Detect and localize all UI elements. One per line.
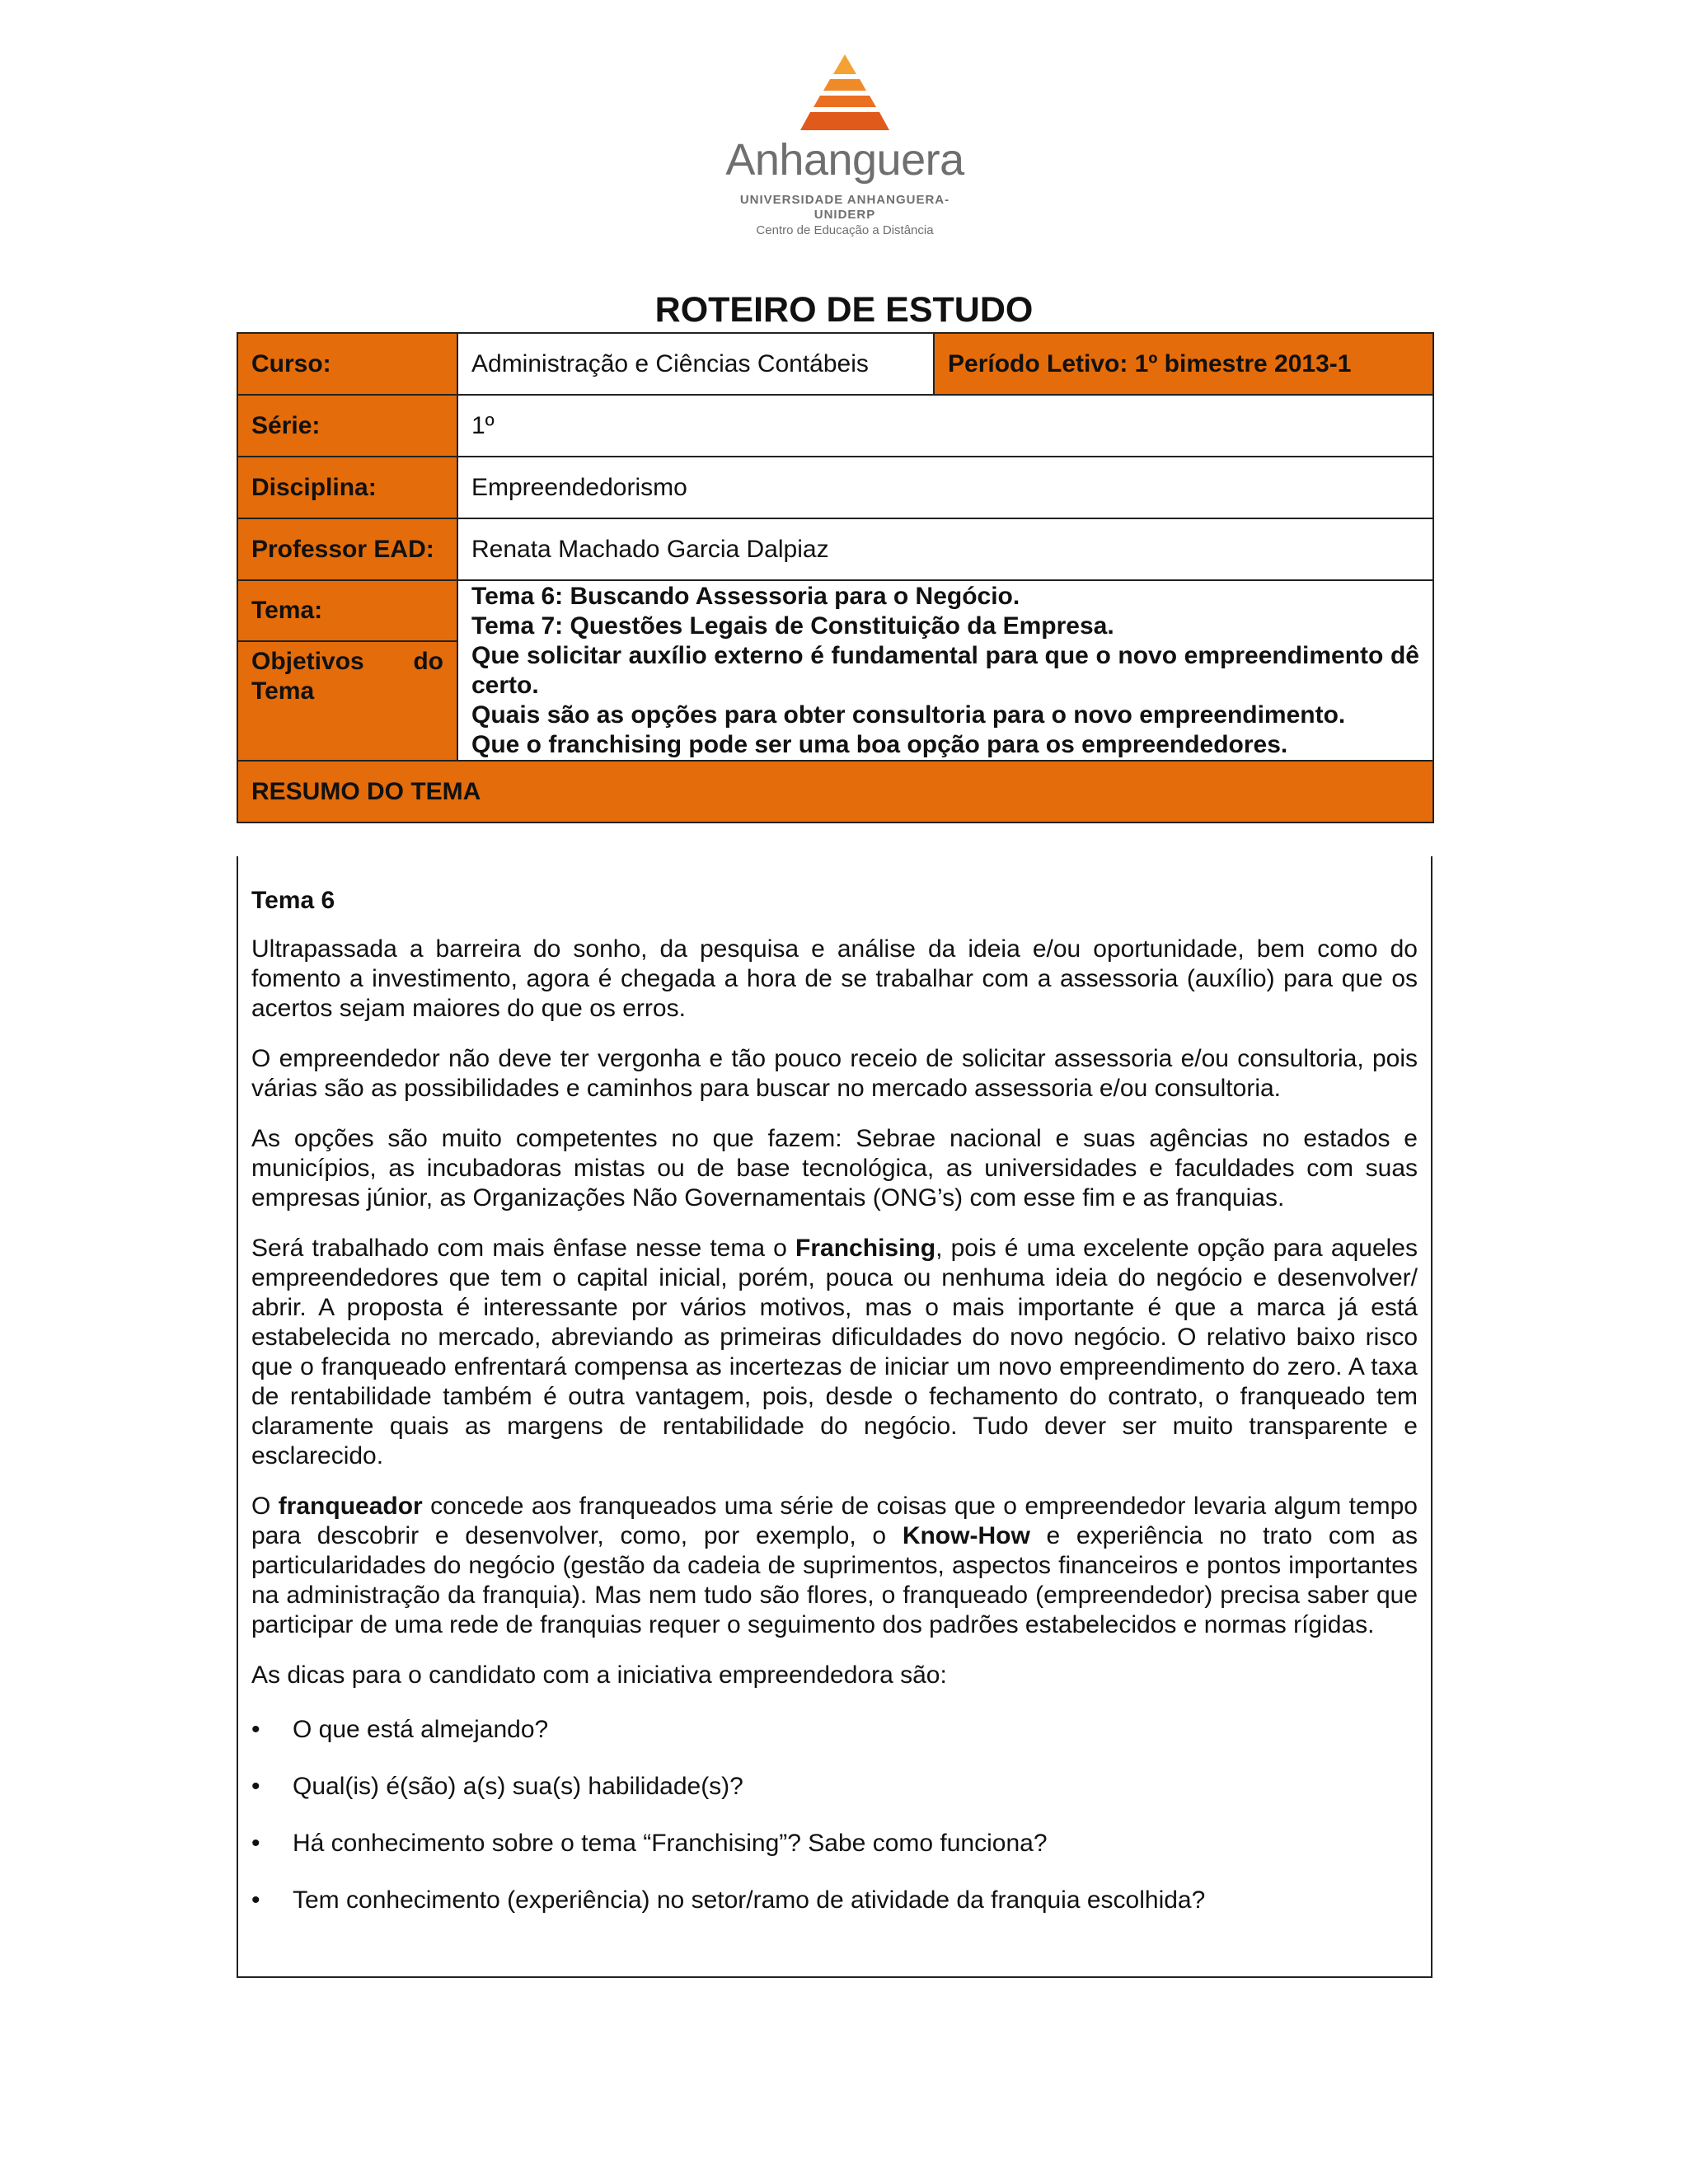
row-serie <box>237 395 1433 457</box>
text-run: Será trabalhado com mais ênfase nesse tema o <box>251 1235 796 1262</box>
summary-box <box>237 856 1432 1978</box>
paragraph: As dicas para o candidato com a iniciativa empreendedora são: <box>251 1661 947 1689</box>
paragraph: O empreendedor não deve ter vergonha e tão pouco receio de solicitar assessoria e/ou consultoria, pois várias são as possibilidades e caminhos para buscar no mercado assessoria e/ou consultoria. <box>251 1045 1418 1102</box>
row-resumo <box>237 761 1433 823</box>
text-run: O <box>251 1493 279 1520</box>
tema-line: Tema 7: Questões Legais de Constituição da Empresa. <box>471 612 1114 640</box>
resumo-header: RESUMO DO TEMA <box>237 761 1433 823</box>
list-item <box>251 1715 1418 1745</box>
row-tema <box>237 580 1433 641</box>
tema-line: Tema 6: Buscando Assessoria para o Negócio. <box>471 582 1020 610</box>
list-item-text: O que está almejando? <box>293 1716 549 1743</box>
bullet-icon: • <box>251 1716 260 1743</box>
logo-brand: Anhanguera <box>725 135 964 185</box>
objetivos-value <box>457 641 1433 761</box>
bold-term: Know-How <box>902 1522 1030 1549</box>
paragraph <box>251 1234 1418 1471</box>
tema-label: Tema: <box>237 580 457 641</box>
tema-value <box>457 580 1433 641</box>
list-item-text: Qual(is) é(são) a(s) sua(s) habilidade(s)? <box>293 1773 743 1800</box>
bold-term: franqueador <box>278 1493 423 1520</box>
text-run: e experiência no trato com as particularidades do negócio (gestão da cadeia de suprimentos, aspectos financeiros e pontos importantes na administração da franquia). Mas nem tudo são flores, o franqueado (empreendedor) precisa saber que participar de uma rede de franquias requer o seguimento dos padrões estabelecidos e normas rígidas. <box>251 1522 1418 1638</box>
row-professor <box>237 518 1433 580</box>
bullet-icon: • <box>251 1773 260 1800</box>
objetivos-label: Objetivos do Tema <box>237 641 457 761</box>
list-item <box>251 1886 1418 1915</box>
bullet-icon: • <box>251 1830 260 1857</box>
objetivo-line: Quais são as opções para obter consultoria para o novo empreendimento. <box>471 701 1346 729</box>
tips-list <box>251 1715 1418 1915</box>
logo-university: UNIVERSIDADE ANHANGUERA-UNIDERP <box>739 193 950 222</box>
list-item-text: Há conhecimento sobre o tema “Franchising”? Sabe como funciona? <box>293 1830 1048 1857</box>
anhanguera-logo-mark <box>794 51 896 134</box>
objetivo-line: Que o franchising pode ser uma boa opção para os empreendedores. <box>471 731 1288 758</box>
professor-value: Renata Machado Garcia Dalpiaz <box>457 518 1433 580</box>
disciplina-value: Empreendedorismo <box>457 457 1433 518</box>
curso-label: Curso: <box>237 333 457 395</box>
row-disciplina <box>237 457 1433 518</box>
serie-label: Série: <box>237 395 457 457</box>
bold-term: Franchising <box>795 1235 936 1262</box>
serie-value: 1º <box>457 395 1433 457</box>
summary-heading: Tema 6 <box>251 887 335 914</box>
list-item-text: Tem conhecimento (experiência) no setor/ramo de atividade da franquia escolhida? <box>293 1886 1206 1914</box>
document-title: ROTEIRO DE ESTUDO <box>654 290 1034 330</box>
paragraph <box>251 1492 1418 1640</box>
row-objetivos <box>237 641 1433 761</box>
text-run: , pois é uma excelente opção para aqueles empreendedores que tem o capital inicial, porém, pouca ou nenhuma ideia do negócio e desenvolver/ abrir. A proposta é interessante por vários motivos, mas o mais importante é que a marca já está estabelecida no mercado, abreviando as primeiras dificuldades do novo negócio. O relativo baixo risco que o franqueado enfrentará compensa as incertezas de iniciar um novo empreendimento do zero. A taxa de rentabilidade também é outra vantagem, pois, desde o fechamento do contrato, o franqueado tem claramente quais as margens de rentabilidade do negócio. Tudo dever ser muito transparente e esclarecido. <box>251 1235 1418 1469</box>
disciplina-label: Disciplina: <box>237 457 457 518</box>
paragraph: Ultrapassada a barreira do sonho, da pesquisa e análise da ideia e/ou oportunidade, bem como do fomento a investimento, agora é chegada a hora de se trabalhar com a assessoria (auxílio) para que os acertos sejam maiores do que os erros. <box>251 935 1418 1022</box>
paragraph: As opções são muito competentes no que fazem: Sebrae nacional e suas agências no estados e municípios, as incubadoras mistas ou de base tecnológica, as universidades e faculdades com suas empresas júnior, as Organizações Não Governamentais (ONG’s) com esse fim e as franquias. <box>251 1125 1418 1212</box>
curso-value: Administração e Ciências Contábeis <box>457 333 934 395</box>
bullet-icon: • <box>251 1886 260 1914</box>
logo <box>725 51 964 249</box>
info-table <box>237 332 1434 823</box>
logo-center: Centro de Educação a Distância <box>756 223 934 237</box>
row-curso <box>237 333 1433 395</box>
objetivo-line: Que solicitar auxílio externo é fundamental para que o novo empreendimento dê certo. <box>471 642 1419 699</box>
professor-label: Professor EAD: <box>237 518 457 580</box>
periodo-letivo: Período Letivo: 1º bimestre 2013-1 <box>934 333 1433 395</box>
list-item <box>251 1772 1418 1802</box>
list-item <box>251 1829 1418 1858</box>
text-run: concede aos franqueados uma série de coisas que o empreendedor levaria algum tempo para descobrir e desenvolver, como, por exemplo, o <box>251 1493 1418 1549</box>
